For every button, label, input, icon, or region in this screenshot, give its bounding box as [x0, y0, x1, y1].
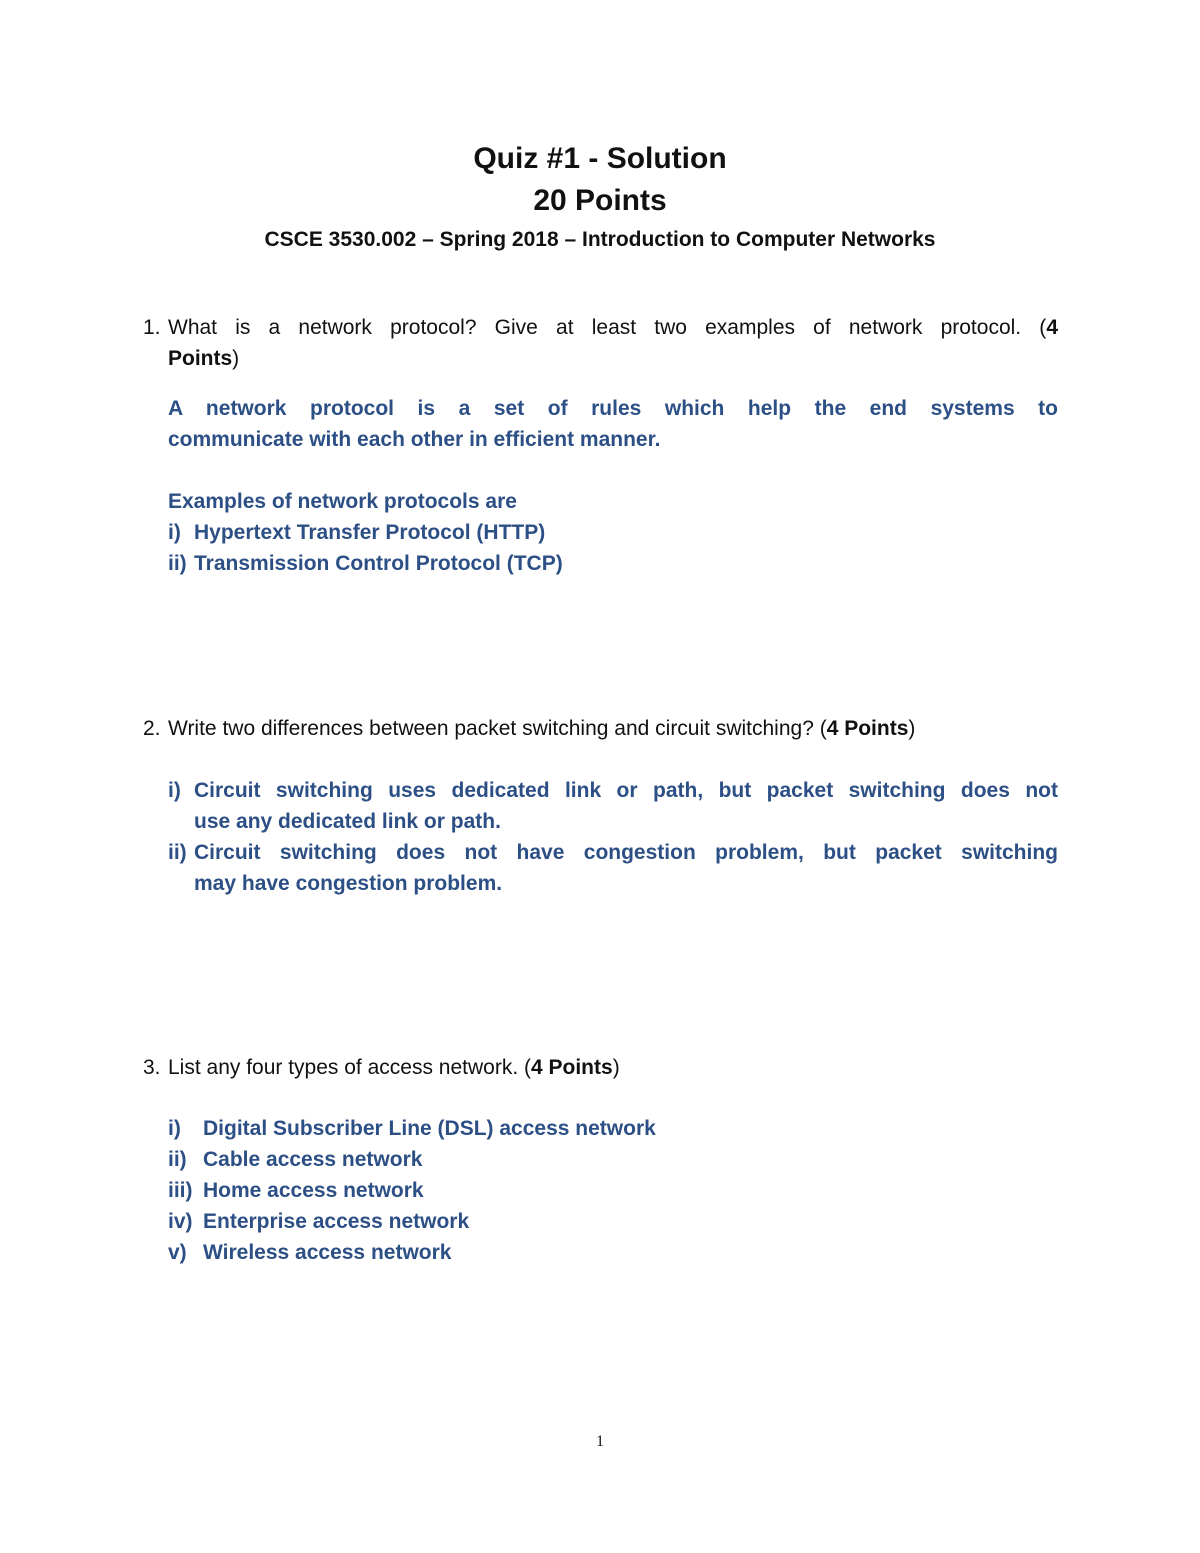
list-text-line-1: Circuit switching does not have congestion problem, but packet switching [194, 841, 1058, 864]
course-line: CSCE 3530.002 – Spring 2018 – Introduction to Computer Networks [264, 228, 936, 251]
total-points: 20 Points [533, 184, 667, 217]
points-value: 4 [1046, 316, 1058, 339]
question-text: What is a network protocol? Give at least two examples of network protocol. ( [168, 316, 1047, 339]
list-text: Hypertext Transfer Protocol (HTTP) [194, 521, 546, 544]
question-2 [143, 713, 1058, 744]
question-3 [143, 1052, 1058, 1083]
examples-intro: Examples of network protocols are [168, 490, 517, 513]
question-number: 2. [143, 717, 161, 740]
list-text-line-2: use any dedicated link or path. [194, 810, 501, 833]
list-marker: iii) [168, 1179, 193, 1202]
question-text-end: ) [908, 717, 916, 740]
question-number: 1. [143, 316, 161, 339]
question-number: 3. [143, 1056, 161, 1079]
list-marker: i) [168, 1117, 181, 1140]
list-text: Wireless access network [203, 1241, 452, 1264]
answer-1-line-2: communicate with each other in efficient manner. [168, 428, 661, 451]
list-text: Cable access network [203, 1148, 423, 1171]
question-text-end: ) [612, 1056, 620, 1079]
list-text-line-2: may have congestion problem. [194, 872, 503, 895]
list-marker: ii) [168, 552, 187, 575]
question-1 [143, 312, 1058, 374]
answer-1-line-1: A network protocol is a set of rules which help the end systems to [168, 397, 1058, 420]
list-text: Digital Subscriber Line (DSL) access network [203, 1117, 656, 1140]
list-marker: ii) [168, 1148, 187, 1171]
list-marker: iv) [168, 1210, 193, 1233]
list-text: Enterprise access network [203, 1210, 470, 1233]
question-text-end: ) [232, 347, 240, 370]
list-marker: ii) [168, 841, 187, 864]
points-label: Points [168, 347, 233, 370]
quiz-title: Quiz #1 - Solution [473, 142, 727, 175]
list-text: Transmission Control Protocol (TCP) [194, 552, 563, 575]
points-label: 4 Points [826, 717, 909, 740]
list-marker: i) [168, 521, 181, 544]
question-text: List any four types of access network. ( [168, 1056, 531, 1079]
points-label: 4 Points [531, 1056, 613, 1079]
page-number: 1 [596, 1433, 604, 1450]
list-text-line-1: Circuit switching uses dedicated link or path, but packet switching does not [194, 779, 1058, 802]
list-marker: v) [168, 1241, 187, 1264]
list-text: Home access network [203, 1179, 424, 1202]
list-marker: i) [168, 779, 181, 802]
question-text: Write two differences between packet switching and circuit switching? ( [168, 717, 827, 740]
